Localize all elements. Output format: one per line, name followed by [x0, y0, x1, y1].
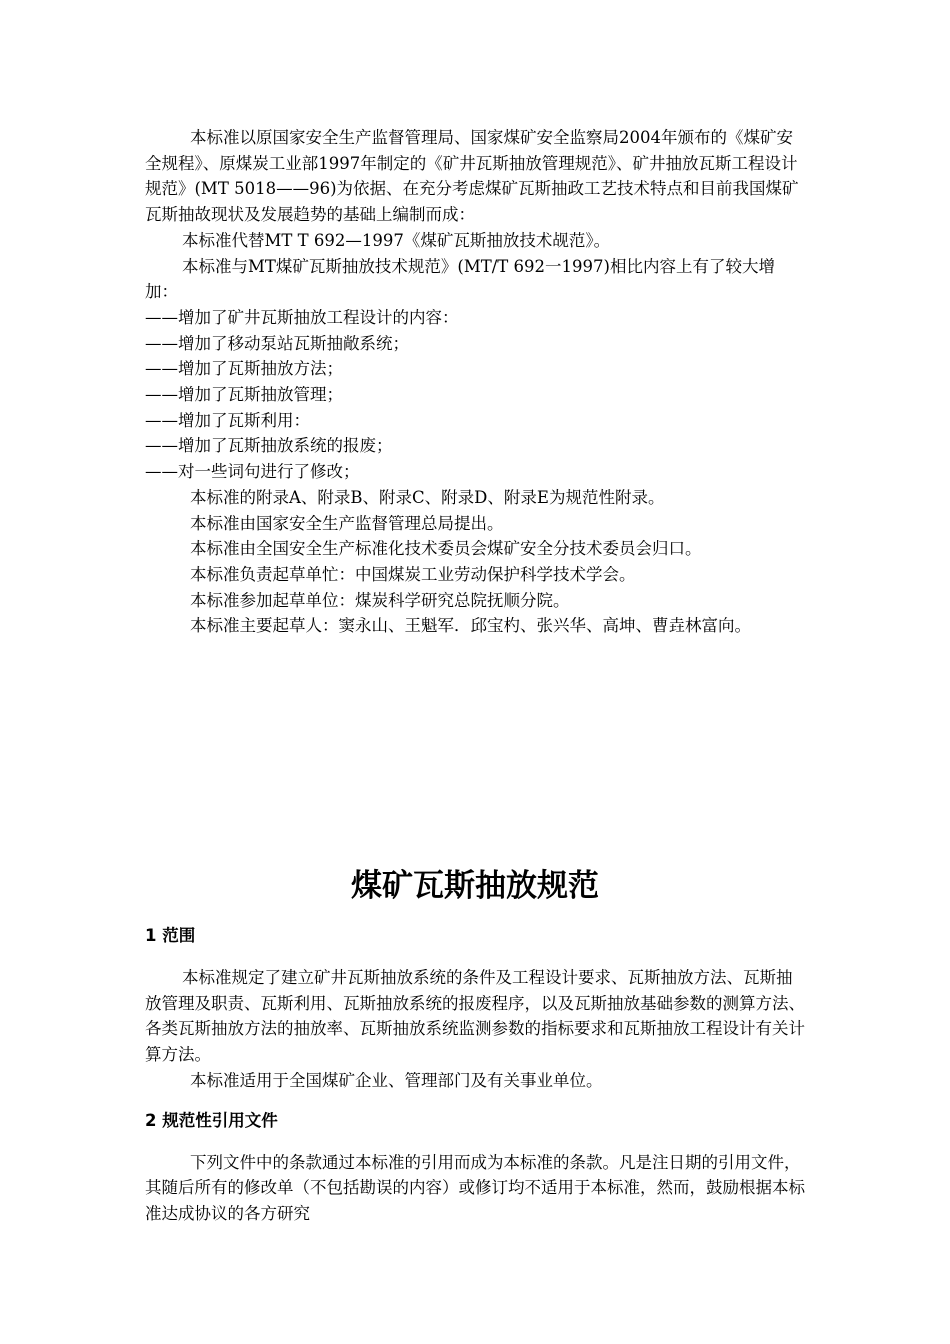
document-title: 煤矿瓦斯抽放规范 [351, 868, 599, 904]
section-2-heading: 2 规范性引用文件 [145, 1110, 278, 1130]
change-item: ——增加了瓦斯抽放管理； [145, 385, 343, 405]
foreword-paragraph-appendix: 本标准的附录A、附录B、附录C、附录D、附录E为规范性附录。 [190, 487, 665, 507]
section-1-heading: 1 范围 [145, 926, 196, 945]
foreword-paragraph-basis: 本标准以原国家安全生产监督管理局、国家煤矿安全监察局2004年颁布的《煤矿安全规程》、原煤炭工业部1997年制定的《矿井瓦斯抽放管理规范》、矿井抽放瓦斯工程设计规范》(MT 5018——96)为依据、在充分考虑煤矿瓦斯抽政工艺技术特点和目前我国煤矿瓦斯抽故现状及发展趋势的基础上编制而成： [145, 128, 799, 225]
change-item: ——增加了矿井瓦斯抽放工程设计的内容： [145, 307, 459, 327]
change-item: ——增加了瓦斯利用： [145, 410, 310, 430]
foreword-paragraph-proposed: 本标准由国家安全生产监督管理总局提出。 [190, 513, 504, 533]
section-2-paragraph: 下列文件中的条款通过本标准的引用而成为本标准的条款。凡是注日期的引用文件，其随后所有的修改单（不包括勘误的内容）或修订均不适用于本标准，然而，鼓励根据本标准达成协议的各方研究 [145, 1152, 805, 1223]
section-1-paragraph-scope: 本标准规定了建立矿井瓦斯抽放系统的条件及工程设计要求、瓦斯抽放方法、瓦斯抽放管理及职责、瓦斯利用、瓦斯抽放系统的报废程序，以及瓦斯抽放基础参数的测算方法、各类瓦斯抽放方法的抽放率、瓦斯抽放系统监测参数的指标要求和瓦斯抽放工程设计有关计算方法。 [145, 968, 805, 1065]
foreword [145, 125, 805, 639]
change-item-last: ——对一些词句进行了修改； [145, 462, 360, 482]
foreword-paragraph-drafters: 本标准主要起草人：窦永山、王魁军．邱宝杓、张兴华、高坤、曹垚林富向。 [190, 616, 751, 636]
change-item: ——增加了移动泵站瓦斯抽敞系统； [145, 333, 409, 353]
change-item: ——增加了瓦斯抽放系统的报废； [145, 436, 393, 456]
foreword-paragraph-committee: 本标准由全国安全生产标准化技术委员会煤矿安全分技术委员会归口。 [190, 539, 702, 559]
section-1-paragraph-applicability: 本标准适用于全国煤矿企业、管理部门及有关事业单位。 [190, 1070, 603, 1090]
foreword-paragraph-drafting-unit: 本标准负责起草单忙：中国煤炭工业劳动保护科学技术学会。 [190, 564, 636, 584]
standard-body [145, 923, 805, 1227]
foreword-paragraph-participant: 本标准参加起草单位：煤炭科学研究总院抚顺分院。 [190, 590, 570, 610]
foreword-paragraph-comparison: 本标准与MT煤矿瓦斯抽放技术规范》(MT/T 692一1997)相比内容上有了较大增加： [145, 256, 775, 302]
foreword-paragraph-replaces: 本标准代替MT T 692—1997《煤矿瓦斯抽放技术觇范》。 [182, 230, 611, 250]
change-item: ——增加了瓦斯抽放方法； [145, 359, 343, 379]
